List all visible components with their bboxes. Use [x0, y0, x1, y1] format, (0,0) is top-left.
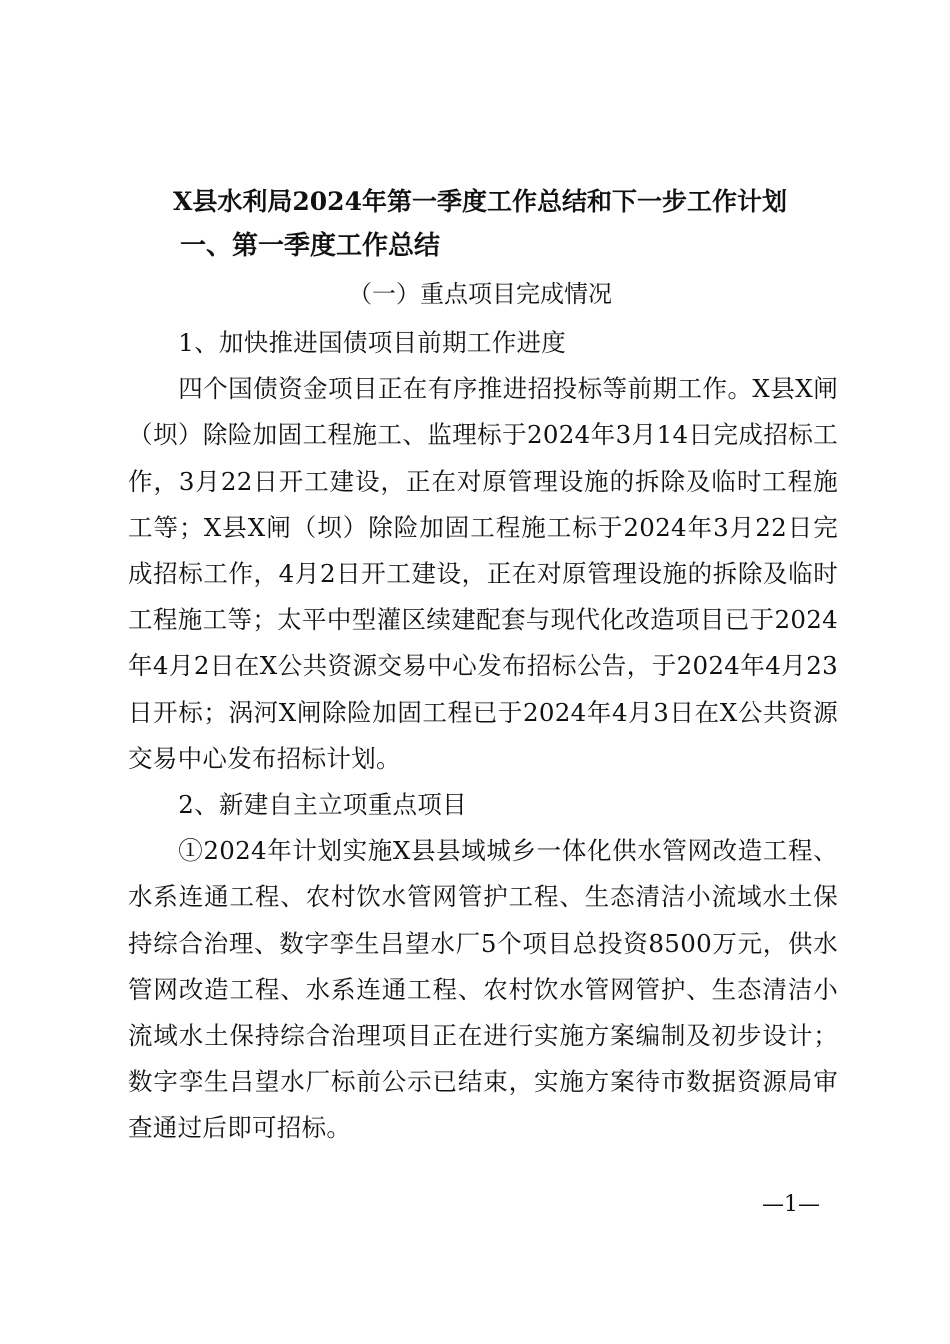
paragraph-2: ①2024年计划实施X县县域城乡一体化供水管网改造工程、水系连通工程、农村饮水管网管护工程、生态清洁小流域水土保持综合治理、数字孪生吕望水厂5个项目总投资8500万元，供水管网改造工程、水系连通工程、农村饮水管网管护、生态清洁小流域水土保持综合治理项目正在进行实施方案编制及初步设计；数字孪生吕望水厂标前公示已结束，实施方案待市数据资源局审查通过后即可招标。 — [128, 836, 838, 1143]
document-title: X县水利局2024年第一季度工作总结和下一步工作计划 — [173, 187, 787, 216]
subsection-heading: （一）重点项目完成情况 — [348, 280, 612, 308]
item-heading-2: 2、新建自主立项重点项目 — [178, 790, 467, 820]
item-heading-1: 1、加快推进国债项目前期工作进度 — [178, 328, 567, 357]
paragraph-1: 四个国债资金项目正在有序推进招投标等前期工作。X县X闸（坝）除险加固工程施工、监理标于2024年3月14日完成招标工作，3月22日开工建设，正在对原管理设施的拆除及临时工程施工等；X县X闸（坝）除险加固工程施工标于2024年3月22日完成招标工作，4月2日开工建设，正在对原管理设施的拆除及临时工程施工等；太平中型灌区续建配套与现代化改造项目已于2024年4月2日在X公共资源交易中心发布招标公告，于2024年4月23日开标；涡河X闸除险加固工程已于2024年4月3日在X公共资源交易中心发布招标计划。 — [128, 374, 838, 773]
document-body — [128, 320, 838, 1152]
page-number: —1— — [762, 1192, 820, 1217]
section-heading: 一、第一季度工作总结 — [180, 231, 441, 261]
